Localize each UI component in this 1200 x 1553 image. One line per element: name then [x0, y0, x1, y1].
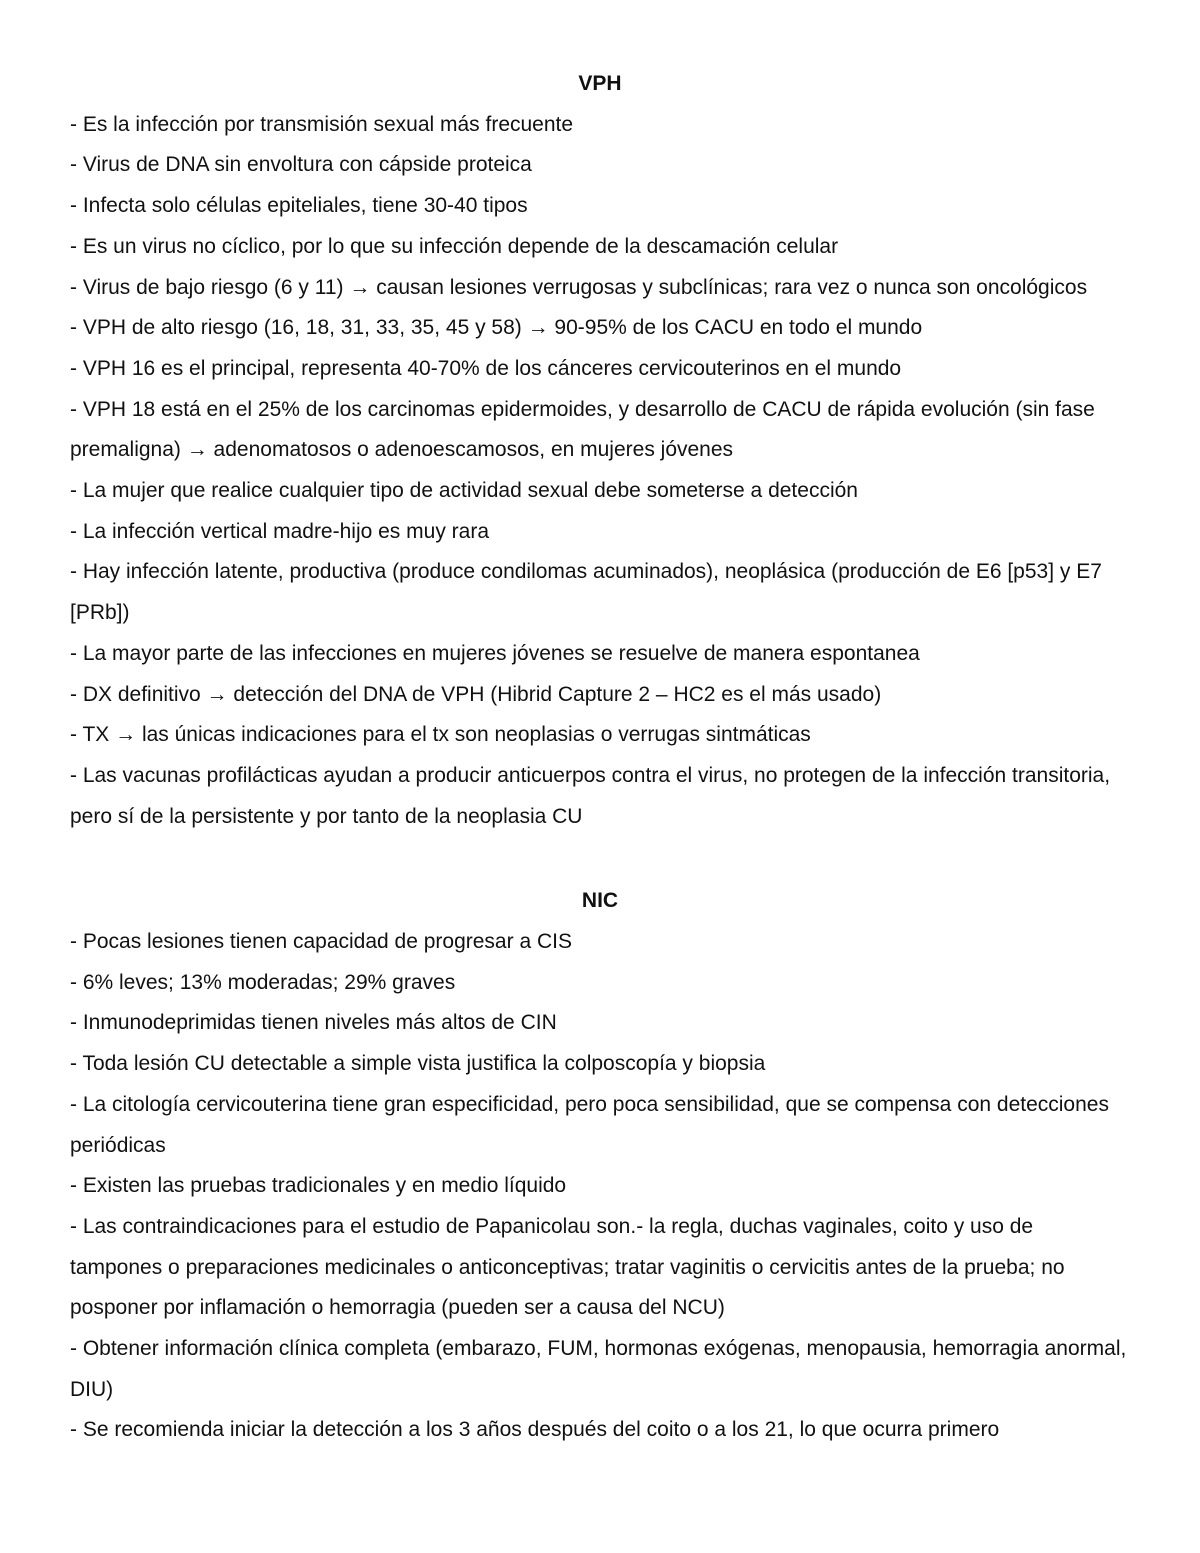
document-page — [70, 64, 1130, 1451]
list-item: - Infecta solo células epiteliales, tiene 30-40 tipos — [70, 194, 528, 218]
list-item: - Hay infección latente, productiva (produce condilomas acuminados), neoplásica (producción de E6 [p53] y E7 [PRb]) — [70, 560, 1102, 625]
list-item: - Obtener información clínica completa (embarazo, FUM, hormonas exógenas, menopausia, hemorragia anormal, DIU) — [70, 1337, 1127, 1401]
list-item: - La infección vertical madre-hijo es muy rara — [70, 519, 489, 543]
list-item: - VPH de alto riesgo (16, 18, 31, 33, 35, 45 y 58) → 90-95% de los CACU en todo el mundo — [70, 316, 923, 340]
list-item: - VPH 18 está en el 25% de los carcinomas epidermoides, y desarrollo de CACU de rápida evolución (sin fase premaligna) → adenomatosos o adenoescamosos, en mujeres jóvenes — [70, 397, 1095, 462]
list-item: - Se recomienda iniciar la detección a los 3 años después del coito o a los 21, lo que ocurra primero — [70, 1418, 1000, 1442]
list-item: - Virus de DNA sin envoltura con cápside proteica — [70, 153, 532, 177]
list-item: - La citología cervicouterina tiene gran especificidad, pero poca sensibilidad, que se compensa con detecciones periódicas — [70, 1092, 1109, 1157]
list-item: - Es la infección por transmisión sexual más frecuente — [70, 112, 574, 136]
list-item: - Toda lesión CU detectable a simple vista justifica la colposcopía y biopsia — [70, 1052, 766, 1076]
list-item: - Inmunodeprimidas tienen niveles más altos de CIN — [70, 1011, 557, 1035]
section-spacer — [70, 837, 1130, 881]
section-vph — [70, 64, 1130, 837]
list-item: - Las vacunas profilácticas ayudan a producir anticuerpos contra el virus, no protegen de la infección transitoria, pero sí de la persistente y por tanto de la neoplasia CU — [70, 763, 1111, 828]
list-item: - TX → las únicas indicaciones para el tx son neoplasias o verrugas sintmáticas — [70, 723, 811, 747]
section-title-nic: NIC — [581, 889, 619, 913]
list-item: - Virus de bajo riesgo (6 y 11) → causan lesiones verrugosas y subclínicas; rara vez o nunca son oncológicos — [70, 275, 1088, 299]
list-item: - La mujer que realice cualquier tipo de actividad sexual debe someterse a detección — [70, 479, 858, 503]
list-item: - Existen las pruebas tradicionales y en medio líquido — [70, 1174, 567, 1198]
list-item: - Es un virus no cíclico, por lo que su infección depende de la descamación celular — [70, 234, 839, 258]
list-item: - Pocas lesiones tienen capacidad de progresar a CIS — [70, 930, 572, 954]
list-item: - 6% leves; 13% moderadas; 29% graves — [70, 970, 456, 994]
section-nic — [70, 881, 1130, 1451]
section-title-vph: VPH — [578, 72, 622, 95]
list-item: - VPH 16 es el principal, representa 40-70% de los cánceres cervicouterinos en el mundo — [70, 356, 902, 380]
list-item: - DX definitivo → detección del DNA de VPH (Hibrid Capture 2 – HC2 es el más usado) — [70, 682, 882, 706]
list-item: - La mayor parte de las infecciones en mujeres jóvenes se resuelve de manera espontanea — [70, 641, 920, 665]
list-item: - Las contraindicaciones para el estudio de Papanicolau son.- la regla, duchas vaginales, coito y uso de tampones o preparaciones medicinales o anticonceptivas; tratar vaginitis o cervicitis antes de la prueba; no posponer por inflamación o hemorragia (pueden ser a causa del NCU) — [70, 1214, 1065, 1320]
